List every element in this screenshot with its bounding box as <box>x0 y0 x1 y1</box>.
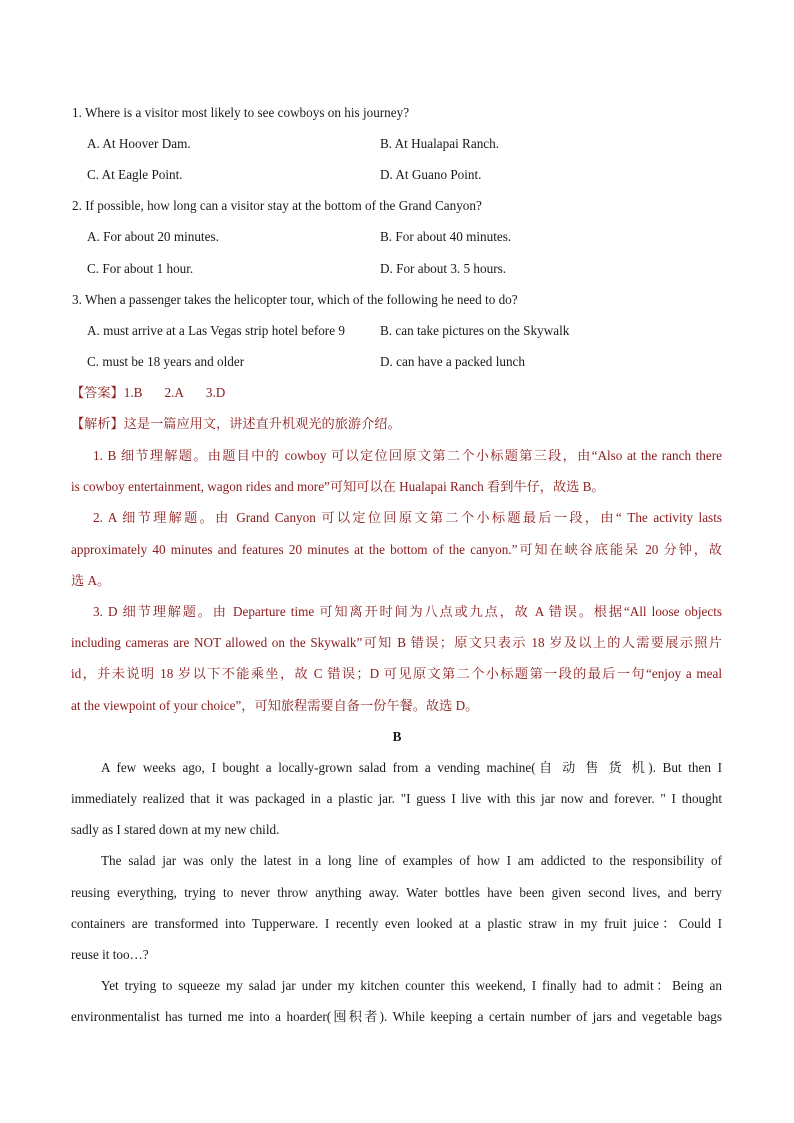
question-3-option-b: B. can take pictures on the Skywalk <box>380 323 570 338</box>
question-1-option-b: B. At Hualapai Ranch. <box>380 136 500 151</box>
paragraph-3-line-1: Yet trying to squeeze my salad jar under my kitchen counter this weekend, I finally had to admit：Being an <box>101 978 722 993</box>
explanation-1-line-1: 1. B 细节理解题。由题目中的 cowboy 可以定位回原文第二个小标题第三段，由“Also at the ranch there <box>93 448 722 463</box>
passage-heading: B <box>392 729 402 744</box>
paragraph-1-line-3: sadly as I stared down at my new child. <box>71 822 280 837</box>
answer-label: 【答案】 <box>71 385 124 400</box>
explanation-3-line-1: 3. D 细节理解题。由 Departure time 可知离开时间为八点或九点，故 A 错误。根据“All loose objects <box>93 604 722 619</box>
question-3-option-a: A. must arrive at a Las Vegas strip hotel before 9 <box>87 323 345 338</box>
paragraph-2-line-1: The salad jar was only the latest in a long line of examples of how I am addicted to the responsibility of <box>101 853 722 868</box>
question-2-option-b: B. For about 40 minutes. <box>380 229 512 244</box>
question-2-option-c: C. For about 1 hour. <box>87 261 194 276</box>
explanation-3-line-2: including cameras are NOT allowed on the Skywalk”可知 B 错误；原文只表示 18 岁及以上的人需要展示照片 <box>71 635 722 650</box>
question-1-option-a: A. At Hoover Dam. <box>87 136 191 151</box>
paragraph-2-line-2: reusing everything, trying to never throw anything away. Water bottles have been given second lives, and berry <box>71 885 722 900</box>
analysis-intro: 这是一篇应用文，讲述直升机观光的旅游介绍。 <box>123 416 401 431</box>
paragraph-1-line-2: immediately realized that it was packaged in a plastic jar. "I guess I live with this jar now and forever. " I thought <box>71 791 722 806</box>
explanation-3-line-4: at the viewpoint of your choice”，可知旅程需要自备一份午餐。故选 D。 <box>71 698 479 713</box>
paragraph-2-line-3: containers are transformed into Tupperware. I recently even looked at a plastic straw in my fruit juice：Could I <box>71 916 722 931</box>
answer-item: 1.B <box>123 385 143 400</box>
answer-item: 2.A <box>164 385 184 400</box>
question-1-option-c: C. At Eagle Point. <box>87 167 183 182</box>
question-3-stem: 3. When a passenger takes the helicopter tour, which of the following he need to do? <box>72 292 518 307</box>
question-3-option-d: D. can have a packed lunch <box>380 354 525 369</box>
paragraph-3-line-2: environmentalist has turned me into a hoarder(囤积者). While keeping a certain number of jars and vegetable bags <box>71 1009 722 1024</box>
paragraph-1-line-1: A few weeks ago, I bought a locally-grown salad from a vending machine(自 动 售 货 机). But then I <box>101 760 722 775</box>
question-3-option-c: C. must be 18 years and older <box>87 354 245 369</box>
question-2-option-a: A. For about 20 minutes. <box>87 229 219 244</box>
explanation-2-line-3: 选 A。 <box>71 573 111 588</box>
answer-item: 3.D <box>205 385 226 400</box>
question-1-stem: 1. Where is a visitor most likely to see cowboys on his journey? <box>72 105 410 120</box>
analysis-label: 【解析】 <box>71 416 124 431</box>
explanation-2-line-1: 2. A 细节理解题。由 Grand Canyon 可以定位回原文第二个小标题最后一段，由“ The activity lasts <box>93 510 722 525</box>
question-1-option-d: D. At Guano Point. <box>380 167 482 182</box>
question-2-option-d: D. For about 3. 5 hours. <box>380 261 507 276</box>
question-2-stem: 2. If possible, how long can a visitor stay at the bottom of the Grand Canyon? <box>72 198 482 213</box>
explanation-2-line-2: approximately 40 minutes and features 20 minutes at the bottom of the canyon.”可知在峡谷底能呆 20 分钟，故 <box>71 542 722 557</box>
paragraph-2-line-4: reuse it too…? <box>71 947 149 962</box>
answer-line <box>71 385 225 401</box>
analysis-intro-line <box>71 416 401 432</box>
explanation-1-line-2: is cowboy entertainment, wagon rides and more”可知可以在 Hualapai Ranch 看到牛仔，故选 B。 <box>71 479 605 494</box>
explanation-3-line-3: id，并未说明 18 岁以下不能乘坐，故 C 错误；D 可见原文第二个小标题第一段的最后一句“enjoy a meal <box>71 666 722 681</box>
